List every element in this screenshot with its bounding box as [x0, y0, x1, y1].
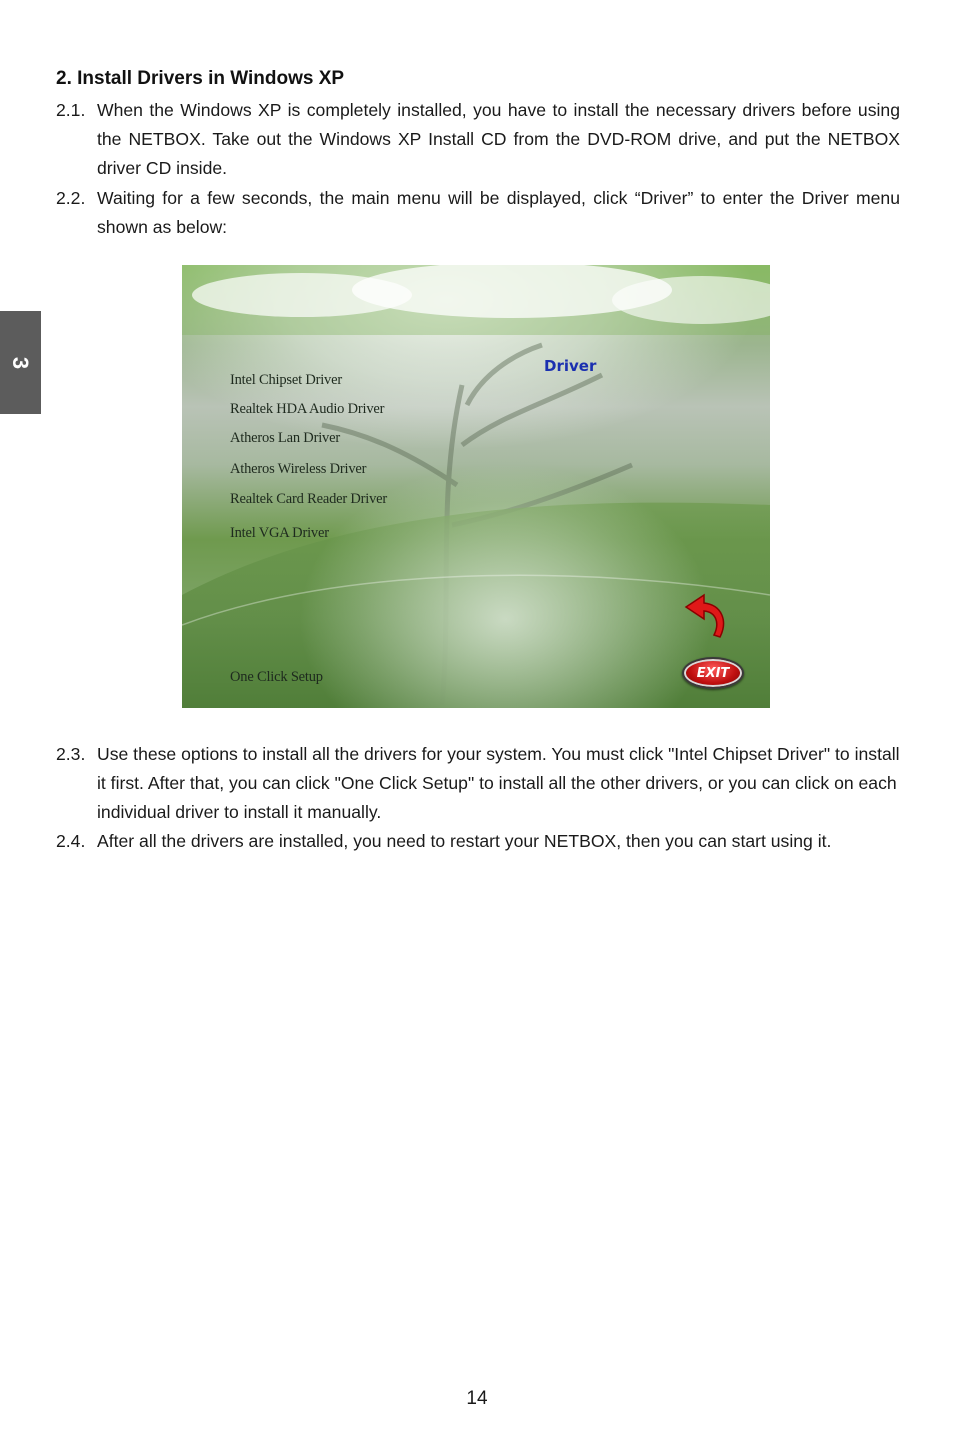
step-text: Use these options to install all the drivers for your system. You must click "Intel Chipset Driver" to install it first. After that, you can click "One Click Setup" to install all the other drivers, or you can click on each individual driver to install it manually. — [97, 744, 900, 822]
step-text: When the Windows XP is completely installed, you have to install the necessary drivers before using the NETBOX. Take out the Windows XP Install CD from the DVD-ROM drive, and put the NETBOX driver CD inside. — [97, 100, 900, 178]
step-text: Waiting for a few seconds, the main menu will be displayed, click “Driver” to enter the Driver menu shown as below: — [97, 188, 900, 237]
step-item — [56, 96, 900, 183]
driver-menu-screenshot — [182, 265, 770, 708]
exit-button[interactable]: EXIT — [682, 657, 744, 689]
one-click-setup-link[interactable]: One Click Setup — [230, 669, 323, 685]
atheros-wireless-driver-link[interactable]: Atheros Wireless Driver — [230, 461, 367, 477]
step-number: 2.2. — [56, 188, 86, 208]
intel-vga-driver-link[interactable]: Intel VGA Driver — [230, 525, 329, 541]
step-item — [56, 827, 900, 856]
step-item — [56, 184, 900, 242]
forest-background — [182, 265, 770, 708]
back-arrow-icon[interactable] — [682, 587, 732, 639]
step-item — [56, 740, 900, 827]
step-number: 2.4. — [56, 831, 86, 851]
chapter-tab — [0, 311, 41, 414]
driver-menu-title: Driver — [544, 357, 597, 375]
step-number: 2.3. — [56, 744, 86, 764]
step-text: After all the drivers are installed, you need to restart your NETBOX, then you can start using it. — [97, 831, 832, 851]
page-number: 14 — [466, 1388, 488, 1409]
intel-chipset-driver-link[interactable]: Intel Chipset Driver — [230, 372, 342, 388]
step-number: 2.1. — [56, 100, 86, 120]
section-heading: 2. Install Drivers in Windows XP — [56, 68, 345, 89]
atheros-lan-driver-link[interactable]: Atheros Lan Driver — [230, 430, 340, 446]
chapter-number: 3 — [8, 356, 34, 369]
realtek-hda-audio-driver-link[interactable]: Realtek HDA Audio Driver — [230, 401, 385, 417]
realtek-card-reader-driver-link[interactable]: Realtek Card Reader Driver — [230, 491, 388, 507]
